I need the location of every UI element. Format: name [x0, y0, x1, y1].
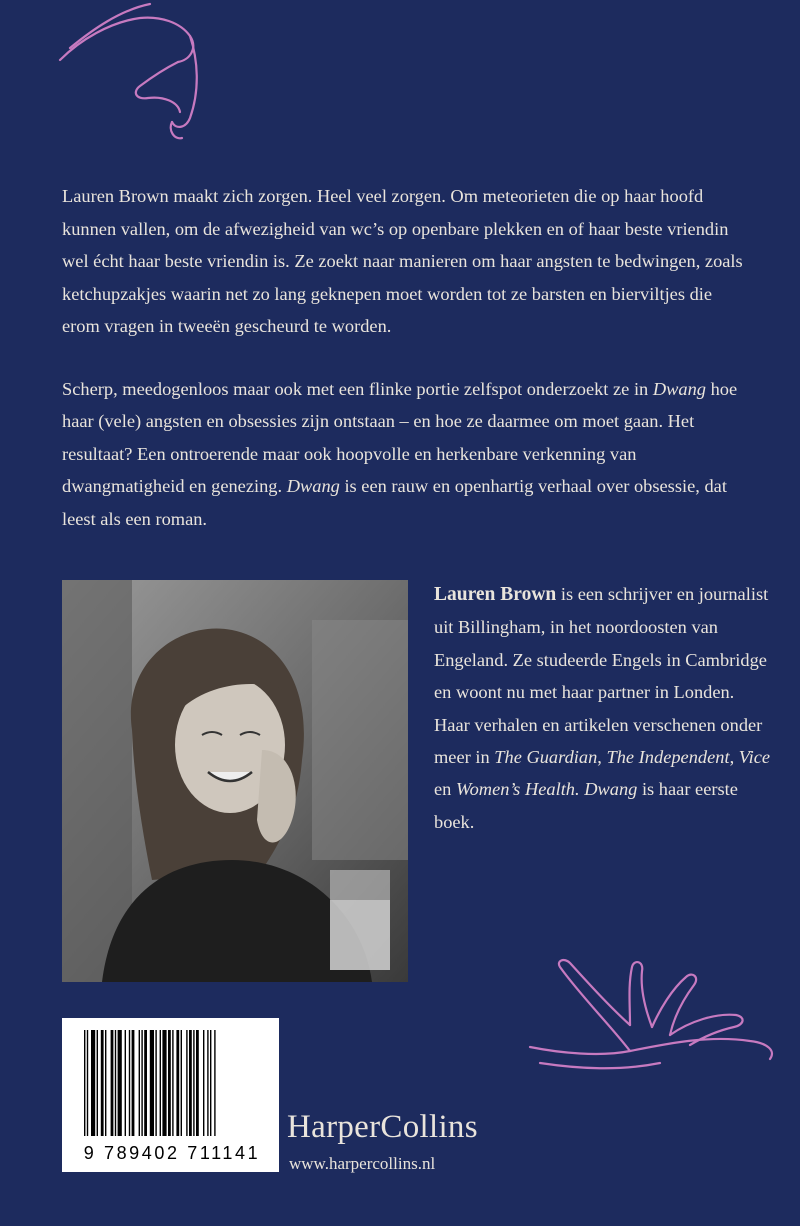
- blurb-text: Scherp, meedogenloos maar ook met een flinke portie zelfspot onderzoekt ze in: [62, 378, 653, 399]
- author-bio: [434, 578, 774, 838]
- bio-text: .: [575, 779, 585, 800]
- publisher-name: HarperCollins: [287, 1109, 478, 1145]
- hand-illustration-top: [40, 0, 220, 150]
- publication-name: The Independent: [606, 747, 730, 768]
- bio-text: ,: [597, 747, 607, 768]
- bio-text: en: [434, 779, 456, 800]
- blurb-paragraph-2: [62, 373, 752, 536]
- bio-text: is een schrijver en journalist uit Billingham, in het noordoosten van Engeland. Ze studeerde Engels in Cambridge en woont nu met haar partner in Londen. Haar verhalen en artikelen verschenen onder meer in: [434, 584, 769, 768]
- barcode: [62, 1018, 279, 1172]
- bio-text: is haar eerste boek.: [434, 779, 738, 832]
- blurb-text: is een rauw en openhartig verhaal over obsessie, dat leest als een roman.: [62, 476, 727, 529]
- publisher-url: www.harpercollins.nl: [289, 1154, 436, 1173]
- blurb-text: hoe haar (vele) angsten en obsessies zijn ontstaan – en hoe ze daarmee om moet gaan. Het resultaat? Een ontroerende maar ook hoopvolle en herkenbare verkenning van dwangmatigheid en genezing.: [62, 378, 738, 496]
- isbn-number: 9 789402 711141: [83, 1143, 261, 1163]
- book-title: Dwang: [286, 476, 340, 496]
- blurb: [62, 180, 752, 565]
- author-name: Lauren Brown: [434, 584, 557, 605]
- publication-name: Women’s Health: [455, 779, 575, 800]
- barcode-bars: [84, 1030, 258, 1136]
- author-photo: [62, 580, 408, 982]
- book-title: Dwang: [652, 378, 706, 399]
- publication-name: Vice: [738, 747, 771, 768]
- hand-illustration-bottom: [520, 955, 780, 1085]
- publication-name: The Guardian: [494, 747, 598, 768]
- book-title: Dwang: [584, 779, 638, 800]
- blurb-paragraph-1: Lauren Brown maakt zich zorgen. Heel veel zorgen. Om meteorieten die op haar hoofd kunnen vallen, om de afwezigheid van wc’s op openbare plekken en of haar beste vriendin wel écht haar beste vriendin is. Ze zoekt naar manieren om haar angsten te bedwingen, zoals ketchupzakjes waarin net zo lang geknepen moet worden tot ze barsten en bierviltjes die erom vragen in tweeën gescheurd te worden.: [62, 186, 743, 336]
- bio-text: ,: [729, 747, 739, 768]
